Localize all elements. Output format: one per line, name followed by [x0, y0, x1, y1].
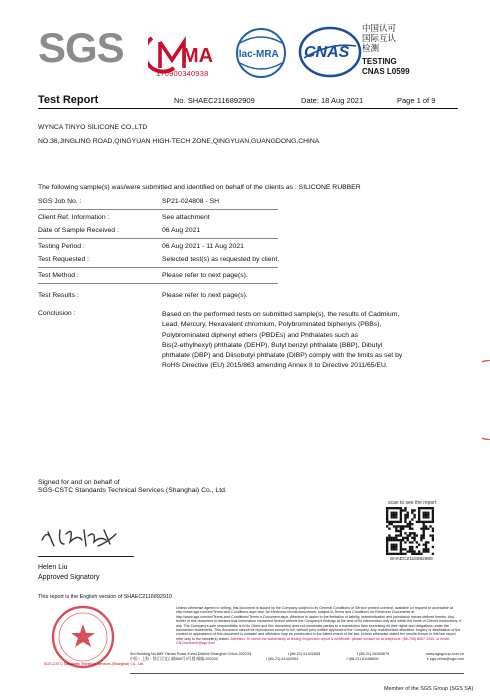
signing-company: SGS-CSTC Standards Technical Services (Shanghai) Co., Ltd. [38, 487, 227, 494]
ilac-text: ilac-MRA [236, 49, 279, 60]
sgs-logo-text: SGS [38, 24, 124, 70]
conclusion-line: Polybrominated diphenyl ethers (PBDEs) and Phthalates such as [162, 331, 359, 339]
footer-divider [130, 673, 464, 674]
report-number: No. SHAEC2116892909 [174, 96, 255, 105]
field-value-job-no: SP21-024808 - SH [162, 198, 220, 205]
seal-caption: SGS-CSTC Standards Technical Services (Shanghai) Co., Ltd. [44, 662, 144, 666]
field-value-date-received: 06 Aug 2021 [162, 227, 201, 234]
cma-number: 170900340938 [156, 69, 209, 78]
cnas-number: CNAS L0599 [362, 67, 410, 76]
cn-acc-line1: 中国认可 [362, 24, 397, 34]
company-seal [50, 604, 116, 670]
signatory-title: Approved Signatory [38, 574, 100, 581]
ilac-mra-logo [232, 27, 290, 79]
sgs-group-member: Member of the SGS Group (SGS SA) [384, 686, 474, 692]
qr-code[interactable] [386, 507, 434, 555]
field-label-test-method: Test Method : [38, 272, 79, 279]
field-value-test-method: Please refer to next page(s). [162, 272, 248, 279]
field-label-client-ref: Client Ref. Information : [38, 214, 110, 221]
fax-cn: f (86-21) 61156899 [346, 657, 379, 661]
signature-line [38, 556, 134, 557]
field-value-test-results: Please refer to next page(s). [162, 292, 248, 299]
conclusion-line: Bis(2-ethylhexyl) phthalate (DEHP), Butyl benzyl phthalate (BBP), Dibutyl [162, 341, 383, 349]
field-value-testing-period: 06 Aug 2021 - 11 Aug 2021 [162, 243, 244, 250]
website-link[interactable]: www.sgsgroup.com.cn [426, 652, 464, 656]
report-title: Test Report [38, 94, 99, 106]
english-version-note: This report is the English version of SHAEC2116892910 . [38, 594, 175, 600]
telephone: t (86-21) 61402553 [287, 652, 321, 656]
field-label-date-received: Date of Sample Received : [38, 227, 119, 234]
conclusion-text [162, 310, 462, 372]
edge-seal-fragment [482, 360, 490, 440]
field-value-client-ref: See attachment [162, 214, 210, 221]
conclusion-line: RoHS Directive (EU) 2015/863 amending Annex II to Directive 2011/65/EU. [162, 362, 388, 370]
intro-statement: The following sample(s) was/were submitted and identified on behalf of the clients as : SILICONE RUBBER [38, 184, 361, 191]
field-label-test-results: Test Results : [38, 292, 79, 299]
authenticity-attention: Attention: To check the authenticity of testing /inspection report & certificate, please contact us at telephone: (86-755) 8307 1443, or email: CN.Doccheck@sgs.com [176, 636, 450, 646]
client-address: NO.36,JINGLING ROAD,QINGYUAN HIGH-TECH ZONE,QINGYUAN,GUANGDONG,CHINA [38, 138, 320, 145]
field-label-test-requested: Test Requested : [38, 256, 90, 263]
field-label-conclusion: Conclusion : [38, 310, 76, 317]
fax: f (86-21) 64953679 [356, 652, 390, 656]
handwritten-signature [38, 522, 118, 552]
signatory-name: Helen Liu [38, 564, 68, 571]
testing-label: TESTING [362, 57, 397, 66]
report-date: Date: 18 Aug 2021 [301, 96, 364, 105]
sgs-logo [36, 22, 128, 70]
conclusion-line: phthalate (DBP) and Diisobutyl phthalate (DIBP) comply with the limits as set by [162, 352, 403, 360]
report-page: Page 1 of 9 [397, 96, 436, 105]
field-divider [38, 238, 278, 239]
cn-acc-line2: 国际互认 [362, 34, 397, 44]
field-divider [38, 283, 278, 284]
field-label-testing-period: Testing Period : [38, 243, 85, 250]
qr-caption: scan to see the report [388, 500, 437, 506]
conclusion-line: Lead, Mercury, Hexavalent chromium, Polybrominated biphenyls (PBBs), [162, 321, 382, 329]
signed-on-behalf: Signed for and on behalf of [38, 479, 120, 486]
qr-report-number: SHAEC2116892909 [390, 557, 433, 562]
cn-acc-line3: 检测 [362, 44, 380, 54]
terms-and-conditions [176, 606, 462, 646]
email-link[interactable]: e sgs.china@sgs.com [426, 657, 464, 661]
field-value-test-requested: Selected test(s) as requested by client. [162, 256, 280, 263]
contact-row-cn [130, 657, 464, 662]
cn-accreditation [362, 24, 396, 54]
conclusion-line: Based on the performed tests on submitted sample(s), the results of Cadmium, [162, 311, 400, 318]
field-divider [38, 267, 278, 268]
testing-label-block [362, 57, 410, 77]
client-name: WYNCA TINYO SILICONE CO.,LTD [38, 124, 148, 131]
cnas-text: CNAS [304, 44, 350, 61]
field-label-job-no: SGS Job No. : [38, 198, 82, 205]
contact-details [130, 652, 464, 662]
cma-text: MA [182, 45, 214, 67]
address-cn: 中国・上海・徐汇区宜山路889号3号楼 邮编:200233 [130, 657, 218, 661]
field-divider [38, 209, 278, 210]
cnas-logo [298, 24, 362, 80]
address-en: 3rd Building,No.889 Yishan Road Xuhui District,Shanghai China 200233 [130, 652, 252, 656]
telephone-cn: t (86-21) 61402594 [266, 657, 299, 661]
terms-body: Unless otherwise agreed in writing, this document is issued by the Company subject to its General Conditions of Service printed overleaf, available on request or accessible at http://www.sgs.com/en/Terms-and-Conditions.aspx and, for electronic format documents, subject to Terms and Conditions for Electronic Documents at http://www.sgs.com/en/Terms-and-Conditions/Terms-e-Document.aspx. Attention is drawn to the limitation of liability, indemnification and jurisdiction issues defined therein. Any holder of this document is advised that information contained hereon reflects the Company's findings at the time of its intervention only and within the limits of Client's instructions, if any. The Company's sole responsibility is to its Client and this document does not exonerate parties to a transaction from exercising all their rights and obligations under the transaction documents. This document cannot be reproduced except in full, without prior written approval of the Company. Any unauthorized alteration, forgery or falsification of the content or appearance of this document is unlawful and offenders may be prosecuted to the fullest extent of the law. Unless otherwise stated the results shown in this test report refer only to the sample(s) tested. [176, 606, 462, 641]
header-divider [38, 108, 458, 109]
